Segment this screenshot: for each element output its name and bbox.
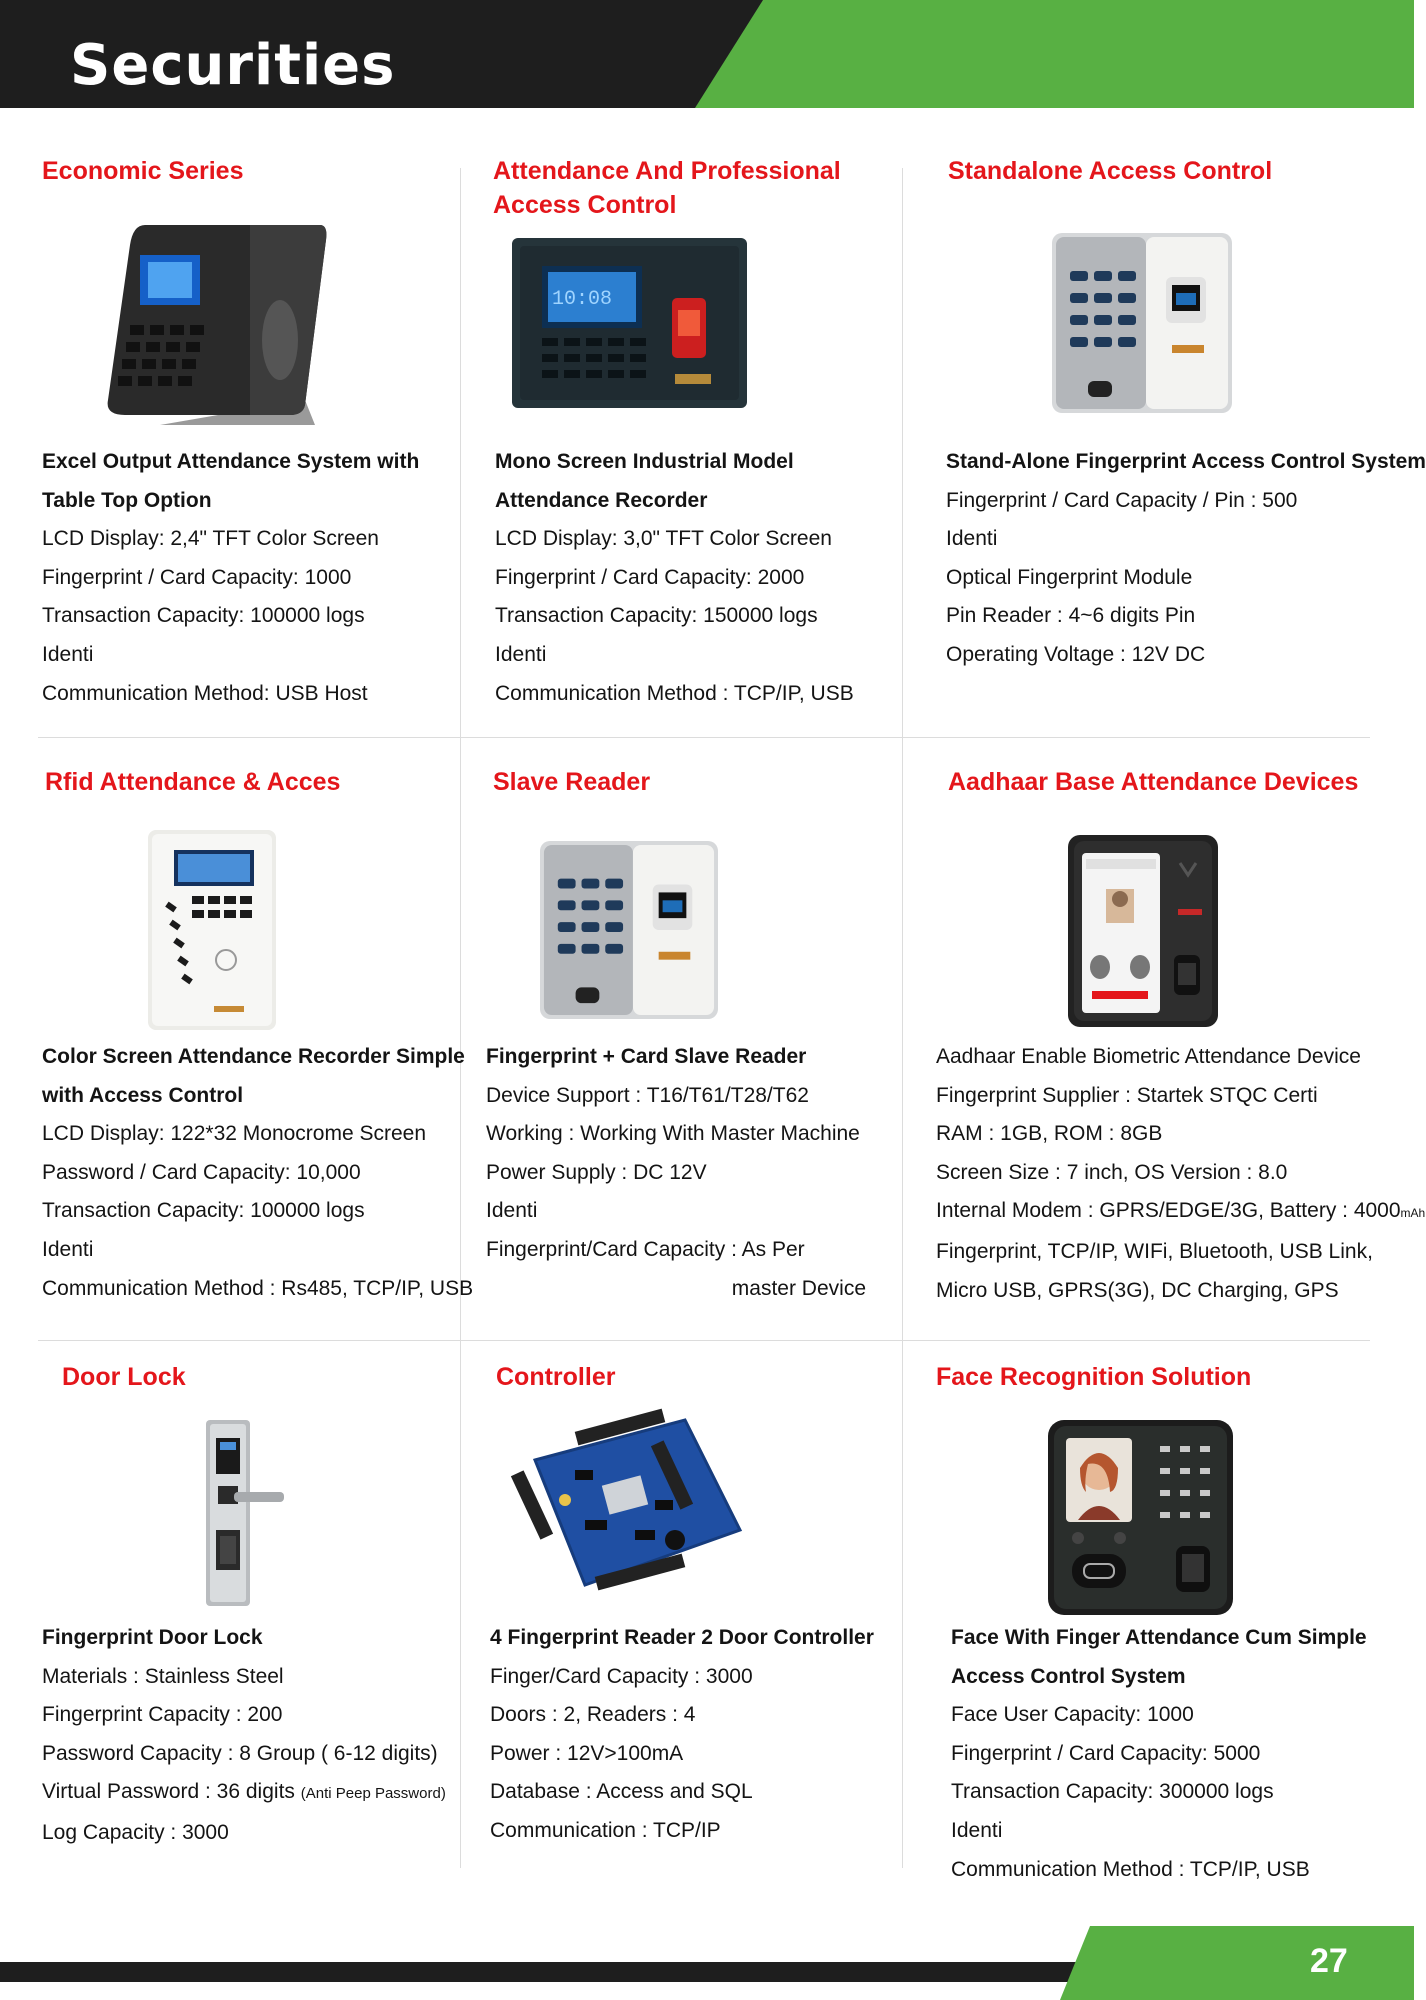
product-specs: Mono Screen Industrial Model Attendance Recorder LCD Display: 3,0" TFT Color Screen Fingerprint / Card Capacity: 2000 Transaction Capacity: 150000 logs Identi Communication Method : TCP/IP, USB — [495, 450, 854, 705]
row-divider — [38, 1340, 1370, 1341]
product-title: Controller — [496, 1363, 616, 1391]
svg-text:10:08: 10:08 — [552, 288, 613, 311]
product-specs: Color Screen Attendance Recorder Simple with Access Control LCD Display: 122*32 Monocrome Screen Password / Card Capacity: 10,000 Transaction Capacity: 100000 logs Identi Communication Method : Rs485, TCP/IP, USB — [42, 1045, 474, 1300]
product-title: Door Lock — [62, 1363, 186, 1391]
controller-board-image — [515, 1410, 740, 1600]
footer-band — [0, 1962, 1100, 1982]
product-title: Attendance And Professional Access Control — [493, 157, 841, 219]
product-specs: Excel Output Attendance System with Table Top Option LCD Display: 2,4" TFT Color Screen Fingerprint / Card Capacity: 1000 Transaction Capacity: 100000 logs Identi Communication Method: USB Host — [42, 450, 420, 705]
product-specs: 4 Fingerprint Reader 2 Door Controller Finger/Card Capacity : 3000 Doors : 2, Readers : 4 Power : 12V>100mA Database : Access and SQL Communication : TCP/IP — [490, 1626, 874, 1842]
product-specs: Fingerprint + Card Slave Reader Device Support : T16/T61/T28/T62 Working : Working With Master Machine Power Supply : DC 12V Identi Fingerprint/Card Capacity : As Per master Device — [486, 1045, 866, 1300]
row-divider — [38, 737, 1370, 738]
product-specs: Aadhaar Enable Biometric Attendance Device Fingerprint Supplier : Startek STQC Certi RAM : 1GB, ROM : 8GB Screen Size : 7 inch, OS Version : 8.0 Internal Modem : GPRS/EDGE/3G, Battery : 4000mAh Fingerprint, TCP/IP, WIFi, Bluetooth, USB Link, Micro USB, GPRS(3G), DC Charging, GPS — [936, 1045, 1426, 1302]
slave-reader-image — [540, 840, 718, 1025]
product-specs: Face With Finger Attendance Cum Simple Access Control System Face User Capacity: 1000 Fingerprint / Card Capacity: 5000 Transaction Capacity: 300000 logs Identi Communication Method : TCP/IP, USB — [951, 1626, 1367, 1881]
product-title: Rfid Attendance & Acces — [45, 768, 341, 796]
product-specs: Stand-Alone Fingerprint Access Control System Fingerprint / Card Capacity / Pin : 500 Identi Optical Fingerprint Module Pin Reader : 4~6 digits Pin Operating Voltage : 12V DC — [946, 450, 1426, 666]
standalone-keypad-reader-image — [1052, 233, 1232, 418]
face-recognition-device-image — [1048, 1420, 1233, 1620]
product-title: Aadhaar Base Attendance Devices — [948, 768, 1359, 796]
product-specs: Fingerprint Door Lock Materials : Stainless Steel Fingerprint Capacity : 200 Password Capacity : 8 Group ( 6-12 digits) Virtual Password : 36 digits (Anti Peep Password) Log Capacity : 3000 — [42, 1626, 446, 1844]
aadhaar-device-image — [1068, 835, 1218, 1032]
product-title: Economic Series — [42, 157, 244, 185]
page-number: 27 — [1310, 1942, 1348, 1980]
product-title: Standalone Access Control — [948, 157, 1273, 185]
door-lock-image — [200, 1420, 284, 1611]
product-title: Face Recognition Solution — [936, 1363, 1252, 1391]
attendance-terminal-image — [100, 220, 330, 430]
industrial-attendance-recorder-image — [512, 238, 747, 413]
page-title: Securities — [70, 33, 396, 98]
column-divider — [460, 168, 461, 1868]
rfid-attendance-terminal-image — [148, 830, 276, 1035]
column-divider — [902, 168, 903, 1868]
product-title: Slave Reader — [493, 768, 651, 796]
